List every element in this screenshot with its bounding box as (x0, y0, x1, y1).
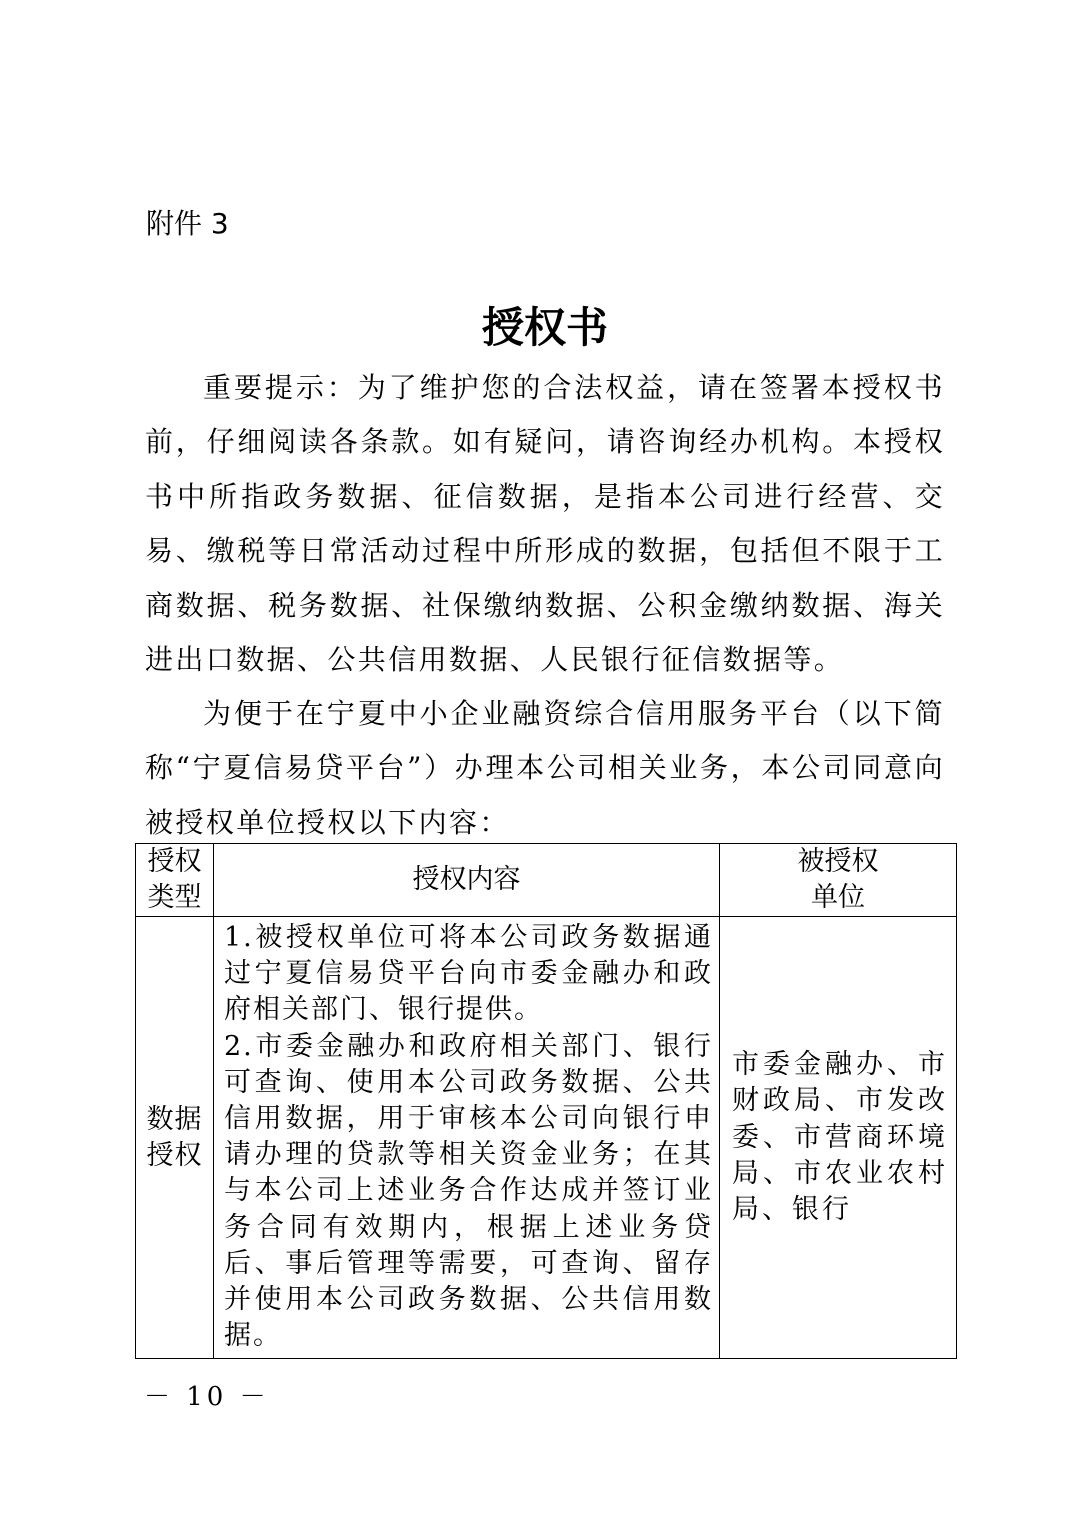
page-number: － 10 － (144, 1382, 270, 1412)
table-header-row (136, 844, 957, 917)
header-authorization-type (136, 844, 214, 917)
row-authorization-type (136, 917, 214, 1359)
header-type-text: 授权类型 (147, 846, 202, 913)
content-item-2: 2.市委金融办和政府相关部门、银行可查询、使用本公司政务数据、公共信用数据，用于审核本公司向银行申请办理的贷款等相关资金业务；在其与本公司上述业务合作达成并签订业务合同有效期内，根据上述业务贷后、事后管理等需要，可查询、留存并使用本公司政务数据、公共信用数据。 (224, 1030, 713, 1352)
row-authorization-content (214, 917, 720, 1359)
header-authorized-units (720, 844, 957, 917)
attachment-label: 附件 3 (146, 207, 229, 240)
row-type-text: 数据授权 (146, 1103, 203, 1171)
document-title: 授权书 (481, 303, 608, 352)
table-row (136, 917, 957, 1359)
row-authorized-units: 市委金融办、市财政局、市发改委、市营商环境局、市农业农村局、银行 (720, 917, 957, 1359)
authorization-intro-paragraph: 为便于在宁夏中小企业融资综合信用服务平台（以下简称“宁夏信易贷平台”）办理本公司相关业务，本公司同意向被授权单位授权以下内容： (145, 697, 945, 839)
header-authorization-content: 授权内容 (214, 844, 720, 917)
authorization-table (135, 843, 957, 1359)
header-units-text: 被授权单位 (797, 846, 879, 913)
important-notice-paragraph: 重要提示：为了维护您的合法权益，请在签署本授权书前，仔细阅读各条款。如有疑问，请咨询经办机构。本授权书中所指政务数据、征信数据，是指本公司进行经营、交易、缴税等日常活动过程中所形成的数据，包括但不限于工商数据、税务数据、社保缴纳数据、公积金缴纳数据、海关进出口数据、公共信用数据、人民银行征信数据等。 (145, 371, 945, 677)
content-item-1: 1.被授权单位可将本公司政务数据通过宁夏信易贷平台向市委金融办和政府相关部门、银行提供。 (224, 922, 713, 1026)
